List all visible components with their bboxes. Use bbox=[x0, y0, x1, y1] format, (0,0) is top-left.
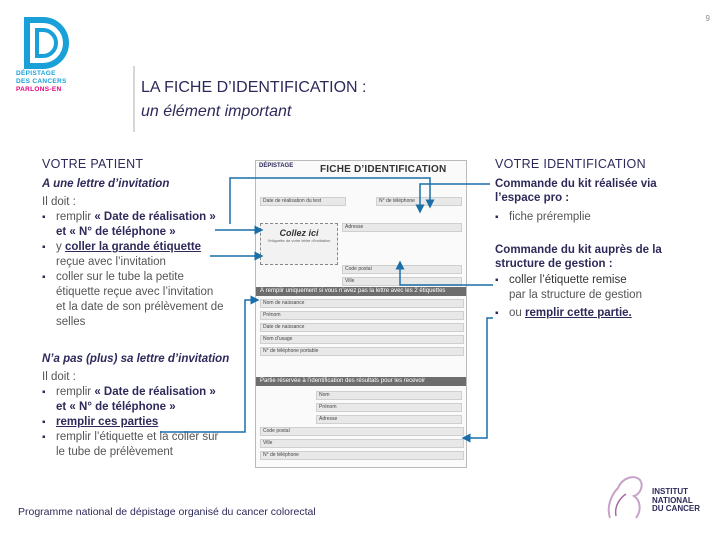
text: et « N° de téléphone » bbox=[56, 226, 176, 238]
form-bar-2: Partie réservée à l’identification des résultats pour les recevoir bbox=[256, 377, 466, 386]
form-field: N° de téléphone portable bbox=[260, 347, 464, 356]
logo-text-1: DÉPISTAGE bbox=[16, 70, 56, 77]
form-field: N° de téléphone bbox=[260, 451, 464, 460]
left-heading: VOTRE PATIENT bbox=[42, 157, 144, 171]
text: par la structure de gestion bbox=[509, 289, 642, 301]
form-field: Code postal bbox=[260, 427, 464, 436]
arrow-remplir bbox=[463, 318, 493, 438]
form-field: Nom bbox=[316, 391, 462, 400]
left-s1-intro: Il doit : bbox=[42, 196, 76, 208]
text: « Date de réalisation » bbox=[94, 211, 216, 223]
form-bar-1: À remplir uniquement si vous n’avez pas la lettre avec les 2 étiquettes bbox=[256, 287, 466, 296]
inca-figure-icon bbox=[600, 470, 650, 525]
right-heading: VOTRE IDENTIFICATION bbox=[495, 157, 646, 171]
form-title: FICHE D’IDENTIFICATION bbox=[320, 164, 447, 175]
text: remplir ces parties bbox=[56, 416, 159, 428]
form-field: Code postal bbox=[342, 265, 462, 274]
right-s2-title: Commande du kit auprès de la structure de gestion : bbox=[495, 244, 662, 270]
form-field: Nom d’usage bbox=[260, 335, 464, 344]
page-subtitle: un élément important bbox=[141, 103, 292, 120]
arrow-parties bbox=[160, 362, 245, 432]
form-field: Nom de naissance bbox=[260, 299, 464, 308]
left-s1-title: A une lettre d’invitation bbox=[42, 178, 170, 190]
form-field: N° de téléphone bbox=[376, 197, 462, 206]
text: ou bbox=[509, 307, 525, 319]
left-s2-intro: Il doit : bbox=[42, 371, 76, 383]
inca-logo bbox=[600, 470, 700, 530]
footer-text: Programme national de dépistage organisé du cancer colorectal bbox=[18, 506, 316, 518]
form-collez-sub: l’étiquette de votre lettre d’invitation bbox=[267, 238, 331, 243]
page-title: LA FICHE D’IDENTIFICATION : bbox=[141, 79, 367, 96]
logo-text-2: DES CANCERS bbox=[16, 78, 67, 85]
form-field: Ville bbox=[342, 277, 462, 286]
inca-line: NATIONAL bbox=[652, 495, 693, 505]
right-s1-title: Commande du kit réalisée via l’espace pro : bbox=[495, 178, 657, 204]
form-field: Prénom bbox=[260, 311, 464, 320]
left-s1-item-3: ▪ coller sur le tube la petite étiquette reçue avec l’invitation et la date de son prélèvement de selles bbox=[42, 270, 226, 330]
text: coller l’étiquette remise bbox=[509, 274, 627, 286]
arrow-date bbox=[230, 178, 430, 224]
text: coller la grande étiquette bbox=[64, 241, 202, 253]
text: reçue avec l’invitation bbox=[56, 256, 166, 268]
arrow-patient-parts bbox=[245, 300, 258, 362]
right-s1-item-1: ▪ fiche préremplie bbox=[495, 210, 665, 225]
text: « Date de réalisation » bbox=[94, 386, 216, 398]
arrow-label bbox=[400, 262, 493, 285]
form-field: Prénom bbox=[316, 403, 462, 412]
inca-line: DU CANCER bbox=[652, 504, 700, 513]
left-s2-item-3: ▪ remplir l’étiquette et la coller sur le tube de prélèvement bbox=[42, 430, 226, 460]
form-org: DÉPISTAGE bbox=[259, 163, 294, 169]
form-field: Adresse bbox=[316, 415, 462, 424]
text: remplir cette partie. bbox=[525, 307, 632, 319]
form-field: Adresse bbox=[342, 223, 462, 232]
inca-text bbox=[652, 488, 700, 514]
text: remplir bbox=[56, 211, 95, 223]
page-number: 9 bbox=[705, 14, 710, 23]
form-field: Date de réalisation du test bbox=[260, 197, 346, 206]
left-s2-title: N’a pas (plus) sa lettre d’invitation bbox=[42, 353, 230, 365]
text: y bbox=[56, 241, 65, 253]
form-field: Ville bbox=[260, 439, 464, 448]
inca-line: INSTITUT bbox=[652, 487, 688, 496]
text: remplir bbox=[56, 386, 95, 398]
text: et « N° de téléphone » bbox=[56, 401, 176, 413]
form-collez-title: Collez ici bbox=[279, 228, 319, 238]
form-field: Date de naissance bbox=[260, 323, 464, 332]
logo-text-3: PARLONS-EN bbox=[16, 86, 62, 93]
